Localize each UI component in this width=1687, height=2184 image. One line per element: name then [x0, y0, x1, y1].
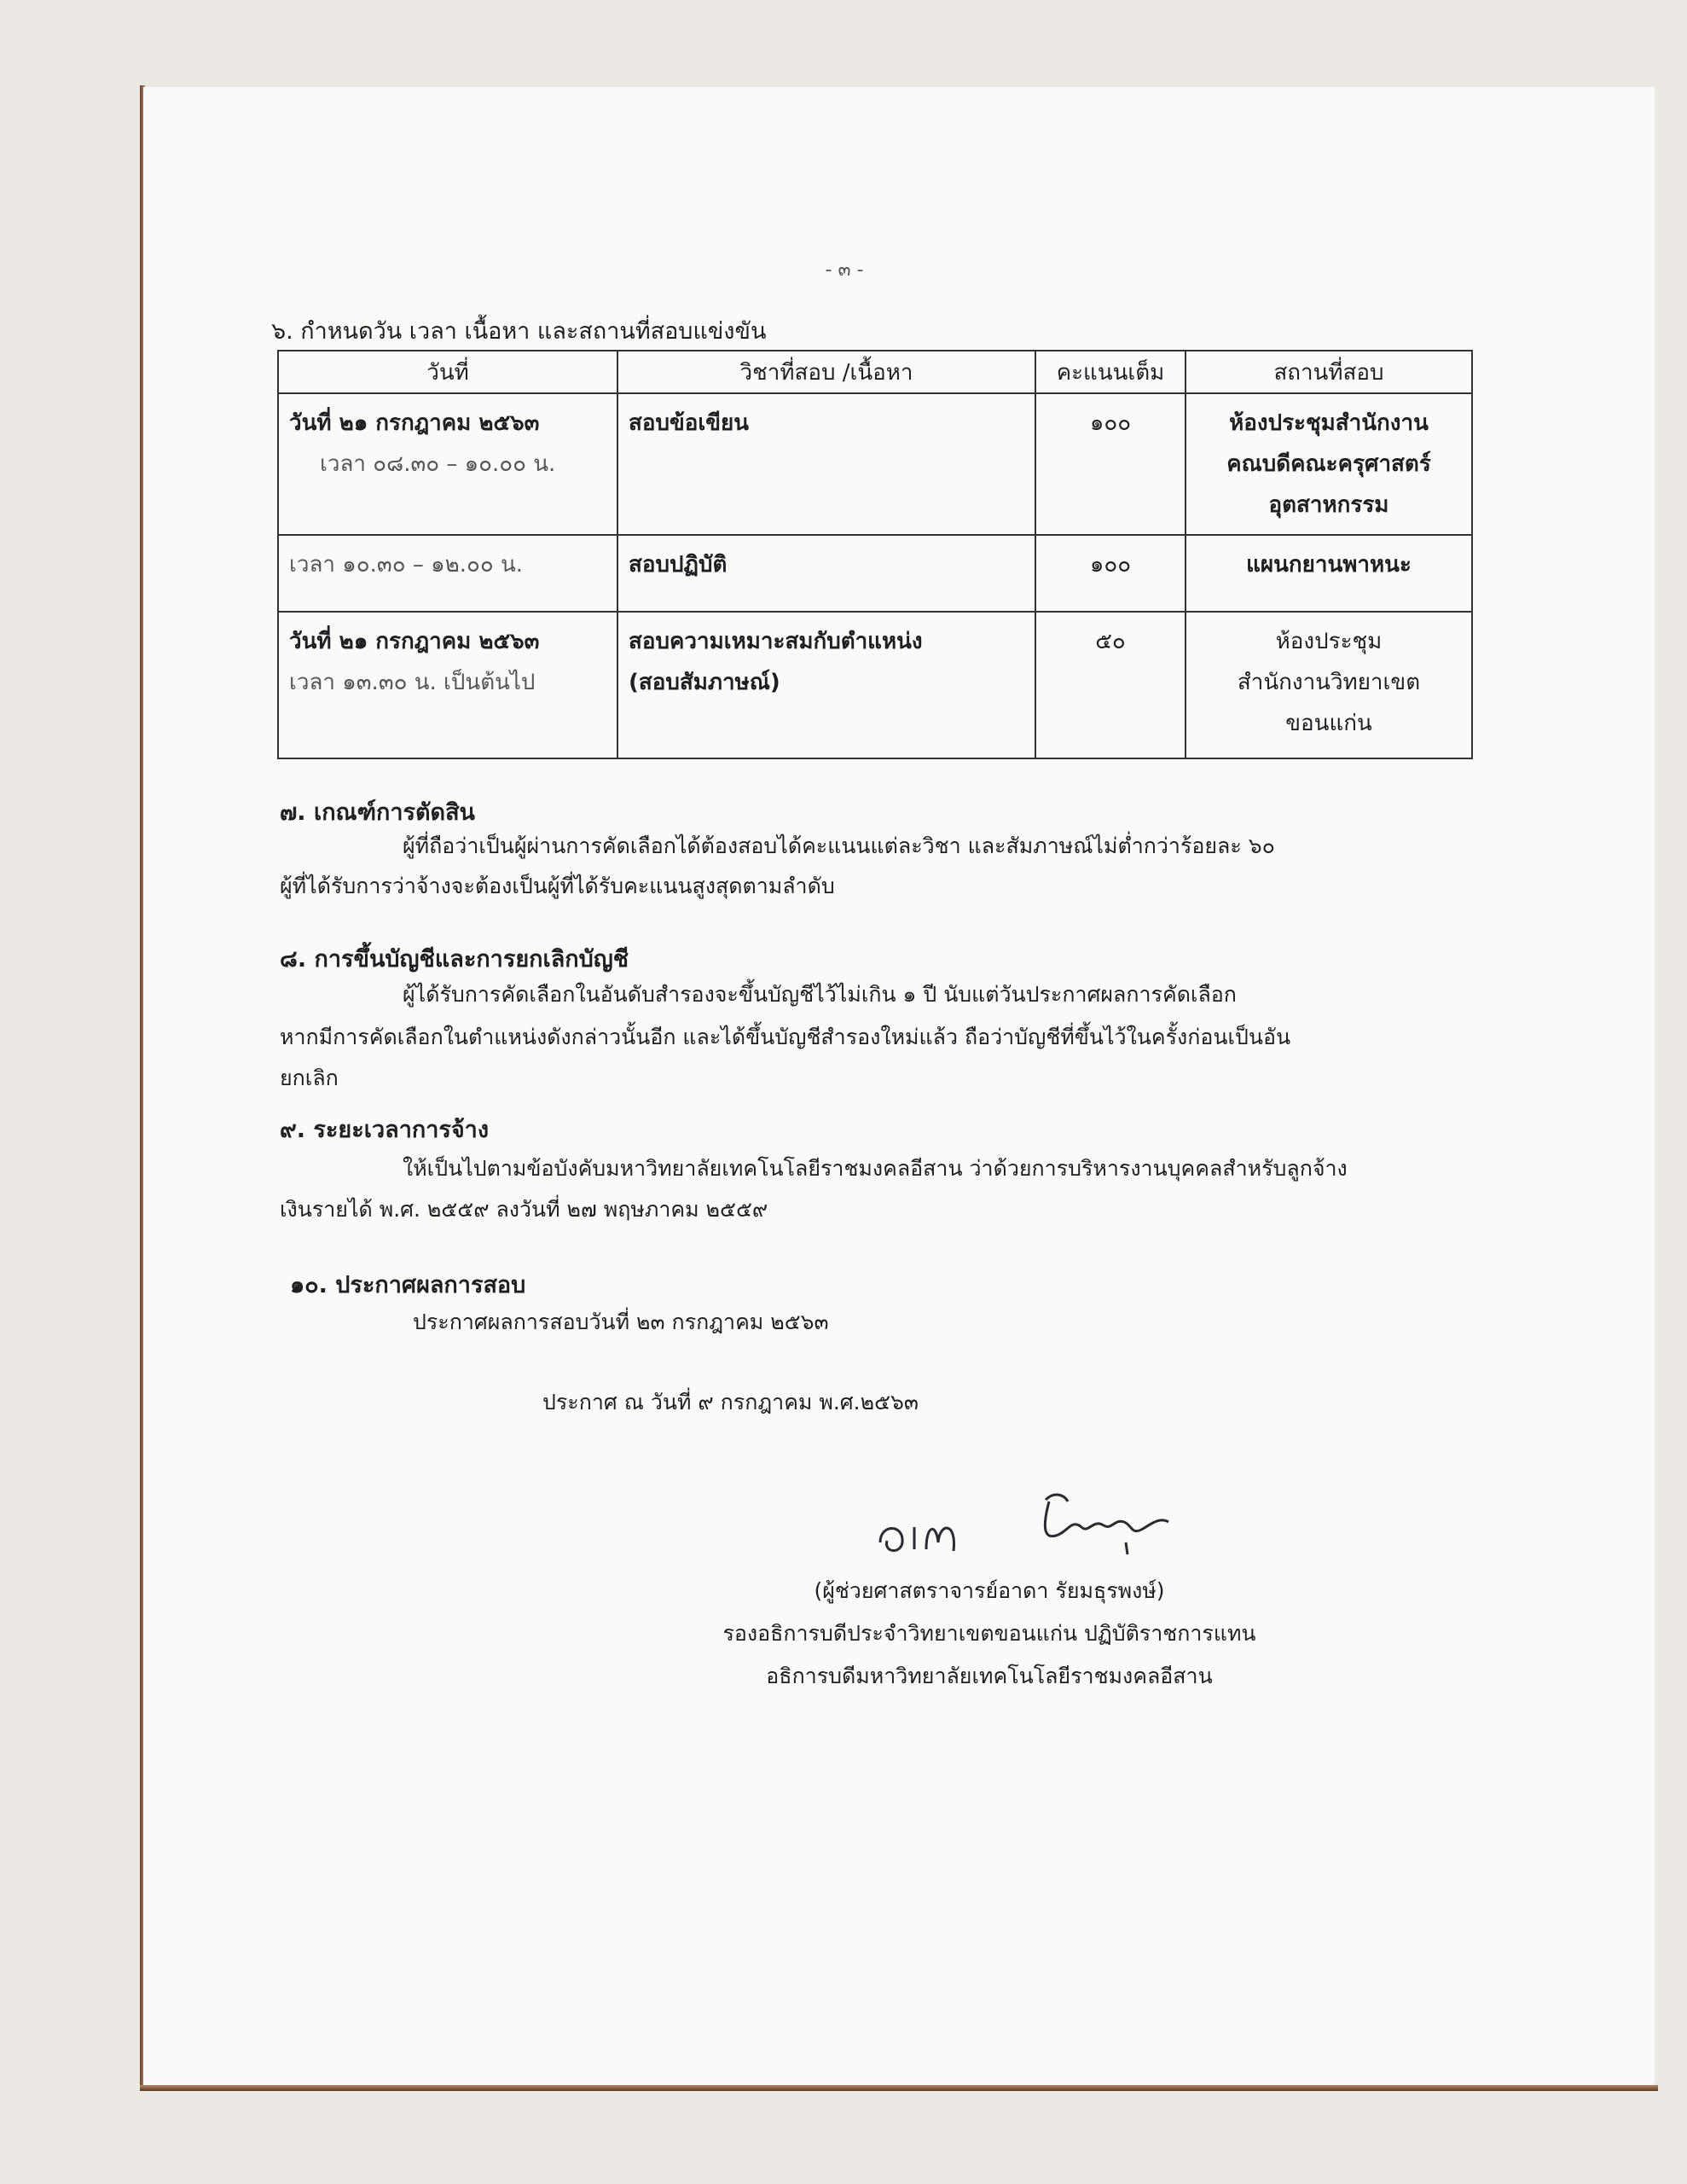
row-place-line: ขอนแก่น	[1285, 711, 1372, 736]
section8-line: หากมีการคัดเลือกในตำแหน่งดังกล่าวนั้นอีก และได้ขึ้นบัญชีสำรองใหม่แล้ว ถือว่าบัญชีที่ขึ้นไว้ในครั้งก่อนเป็นอัน	[280, 1025, 1291, 1049]
section9-heading: ๙. ระยะเวลาการจ้าง	[280, 1117, 490, 1143]
exam-schedule-table	[277, 350, 1473, 759]
section7-heading: ๗. เกณฑ์การตัดสิน	[280, 799, 476, 826]
row-place-line: อุตสาหกรรม	[1268, 492, 1389, 518]
row-score: ๑๐๐	[1089, 552, 1132, 578]
row-date: วันที่ ๒๑ กรกฎาคม ๒๕๖๓	[289, 629, 540, 654]
cell-place	[1186, 535, 1472, 612]
signer-name: (ผู้ช่วยศาสตราจารย์อาดา รัยมธุรพงษ์)	[814, 1578, 1165, 1603]
cell-score	[1035, 612, 1186, 758]
signer-position: อธิการบดีมหาวิทยาลัยเทคโนโลยีราชมงคลอีสาน	[766, 1664, 1213, 1688]
section9-line: ให้เป็นไปตามข้อบังคับมหาวิทยาลัยเทคโนโลยีราชมงคลอีสาน ว่าด้วยการบริหารงานบุคคลสำหรับลูกจ้าง	[403, 1156, 1348, 1181]
cell-date	[278, 535, 617, 612]
cell-subject	[617, 612, 1035, 758]
row-subject: สอบข้อเขียน	[629, 410, 750, 436]
section8-line: ผู้ได้รับการคัดเลือกในอันดับสำรองจะขึ้นบัญชีไว้ไม่เกิน ๑ ปี นับแต่วันประกาศผลการคัดเลือก	[403, 982, 1237, 1007]
row-score: ๑๐๐	[1089, 410, 1132, 436]
cell-subject	[617, 393, 1035, 535]
section9-line: เงินรายได้ พ.ศ. ๒๕๕๙ ลงวันที่ ๒๗ พฤษภาคม ๒๕๕๙	[280, 1197, 768, 1222]
row-place-line: คณบดีคณะครุศาสตร์	[1226, 451, 1431, 477]
announce-date: ประกาศ ณ วันที่ ๙ กรกฎาคม พ.ศ.๒๕๖๓	[542, 1390, 919, 1414]
row-place-line: ห้องประชุม	[1275, 629, 1383, 654]
table-row	[278, 393, 1472, 535]
section6-heading: ๖. กำหนดวัน เวลา เนื้อหา และสถานที่สอบแข่งขัน	[271, 318, 767, 345]
row-place-line: ห้องประชุมสำนักงาน	[1229, 410, 1429, 436]
cell-date	[278, 393, 617, 535]
page-number: - ๓ -	[825, 259, 864, 281]
col-header-date: วันที่	[278, 351, 617, 393]
cell-score	[1035, 535, 1186, 612]
row-score: ๕๐	[1095, 629, 1126, 654]
row-subject: สอบปฏิบัติ	[629, 552, 728, 578]
cell-place	[1186, 612, 1472, 758]
page-edge-bottom	[140, 2085, 1658, 2091]
row-time: เวลา ๑๐.๓๐ – ๑๒.๐๐ น.	[289, 552, 524, 578]
section10-line: ประกาศผลการสอบวันที่ ๒๓ กรกฎาคม ๒๕๖๓	[413, 1310, 829, 1334]
cell-place	[1186, 393, 1472, 535]
row-date: วันที่ ๒๑ กรกฎาคม ๒๕๖๓	[289, 410, 540, 436]
signer-position: รองอธิการบดีประจำวิทยาเขตขอนแก่น ปฏิบัติราชการแทน	[722, 1621, 1256, 1646]
row-subject: สอบความเหมาะสมกับตำแหน่ง	[629, 629, 923, 654]
row-subject-line2: (สอบสัมภาษณ์)	[629, 670, 780, 695]
section7-line: ผู้ที่ได้รับการว่าจ้างจะต้องเป็นผู้ที่ได้รับคะแนนสูงสุดตามลำดับ	[280, 874, 835, 898]
cell-score	[1035, 393, 1186, 535]
table-row	[278, 535, 1472, 612]
section7-line: ผู้ที่ถือว่าเป็นผู้ผ่านการคัดเลือกได้ต้องสอบได้คะแนนแต่ละวิชา และสัมภาษณ์ไม่ต่ำกว่าร้อยละ ๖๐	[403, 834, 1275, 858]
handwritten-signature	[870, 1476, 1245, 1570]
col-header-place: สถานที่สอบ	[1186, 351, 1472, 393]
section10-heading: ๑๐. ประกาศผลการสอบ	[290, 1272, 526, 1298]
row-place-line: สำนักงานวิทยาเขต	[1237, 670, 1421, 695]
row-place-line: แผนกยานพาหนะ	[1246, 552, 1412, 578]
table-header-row	[278, 351, 1472, 393]
cell-date	[278, 612, 617, 758]
table-row	[278, 612, 1472, 758]
section8-heading: ๘. การขึ้นบัญชีและการยกเลิกบัญชี	[280, 946, 629, 973]
signature-block	[665, 1570, 1313, 1698]
section8-line: ยกเลิก	[280, 1066, 339, 1090]
row-time: เวลา ๑๓.๓๐ น. เป็นต้นไป	[289, 670, 536, 695]
cell-subject	[617, 535, 1035, 612]
col-header-subject: วิชาที่สอบ /เนื้อหา	[617, 351, 1035, 393]
row-time: เวลา ๐๘.๓๐ – ๑๐.๐๐ น.	[320, 451, 556, 477]
col-header-score: คะแนนเต็ม	[1035, 351, 1186, 393]
